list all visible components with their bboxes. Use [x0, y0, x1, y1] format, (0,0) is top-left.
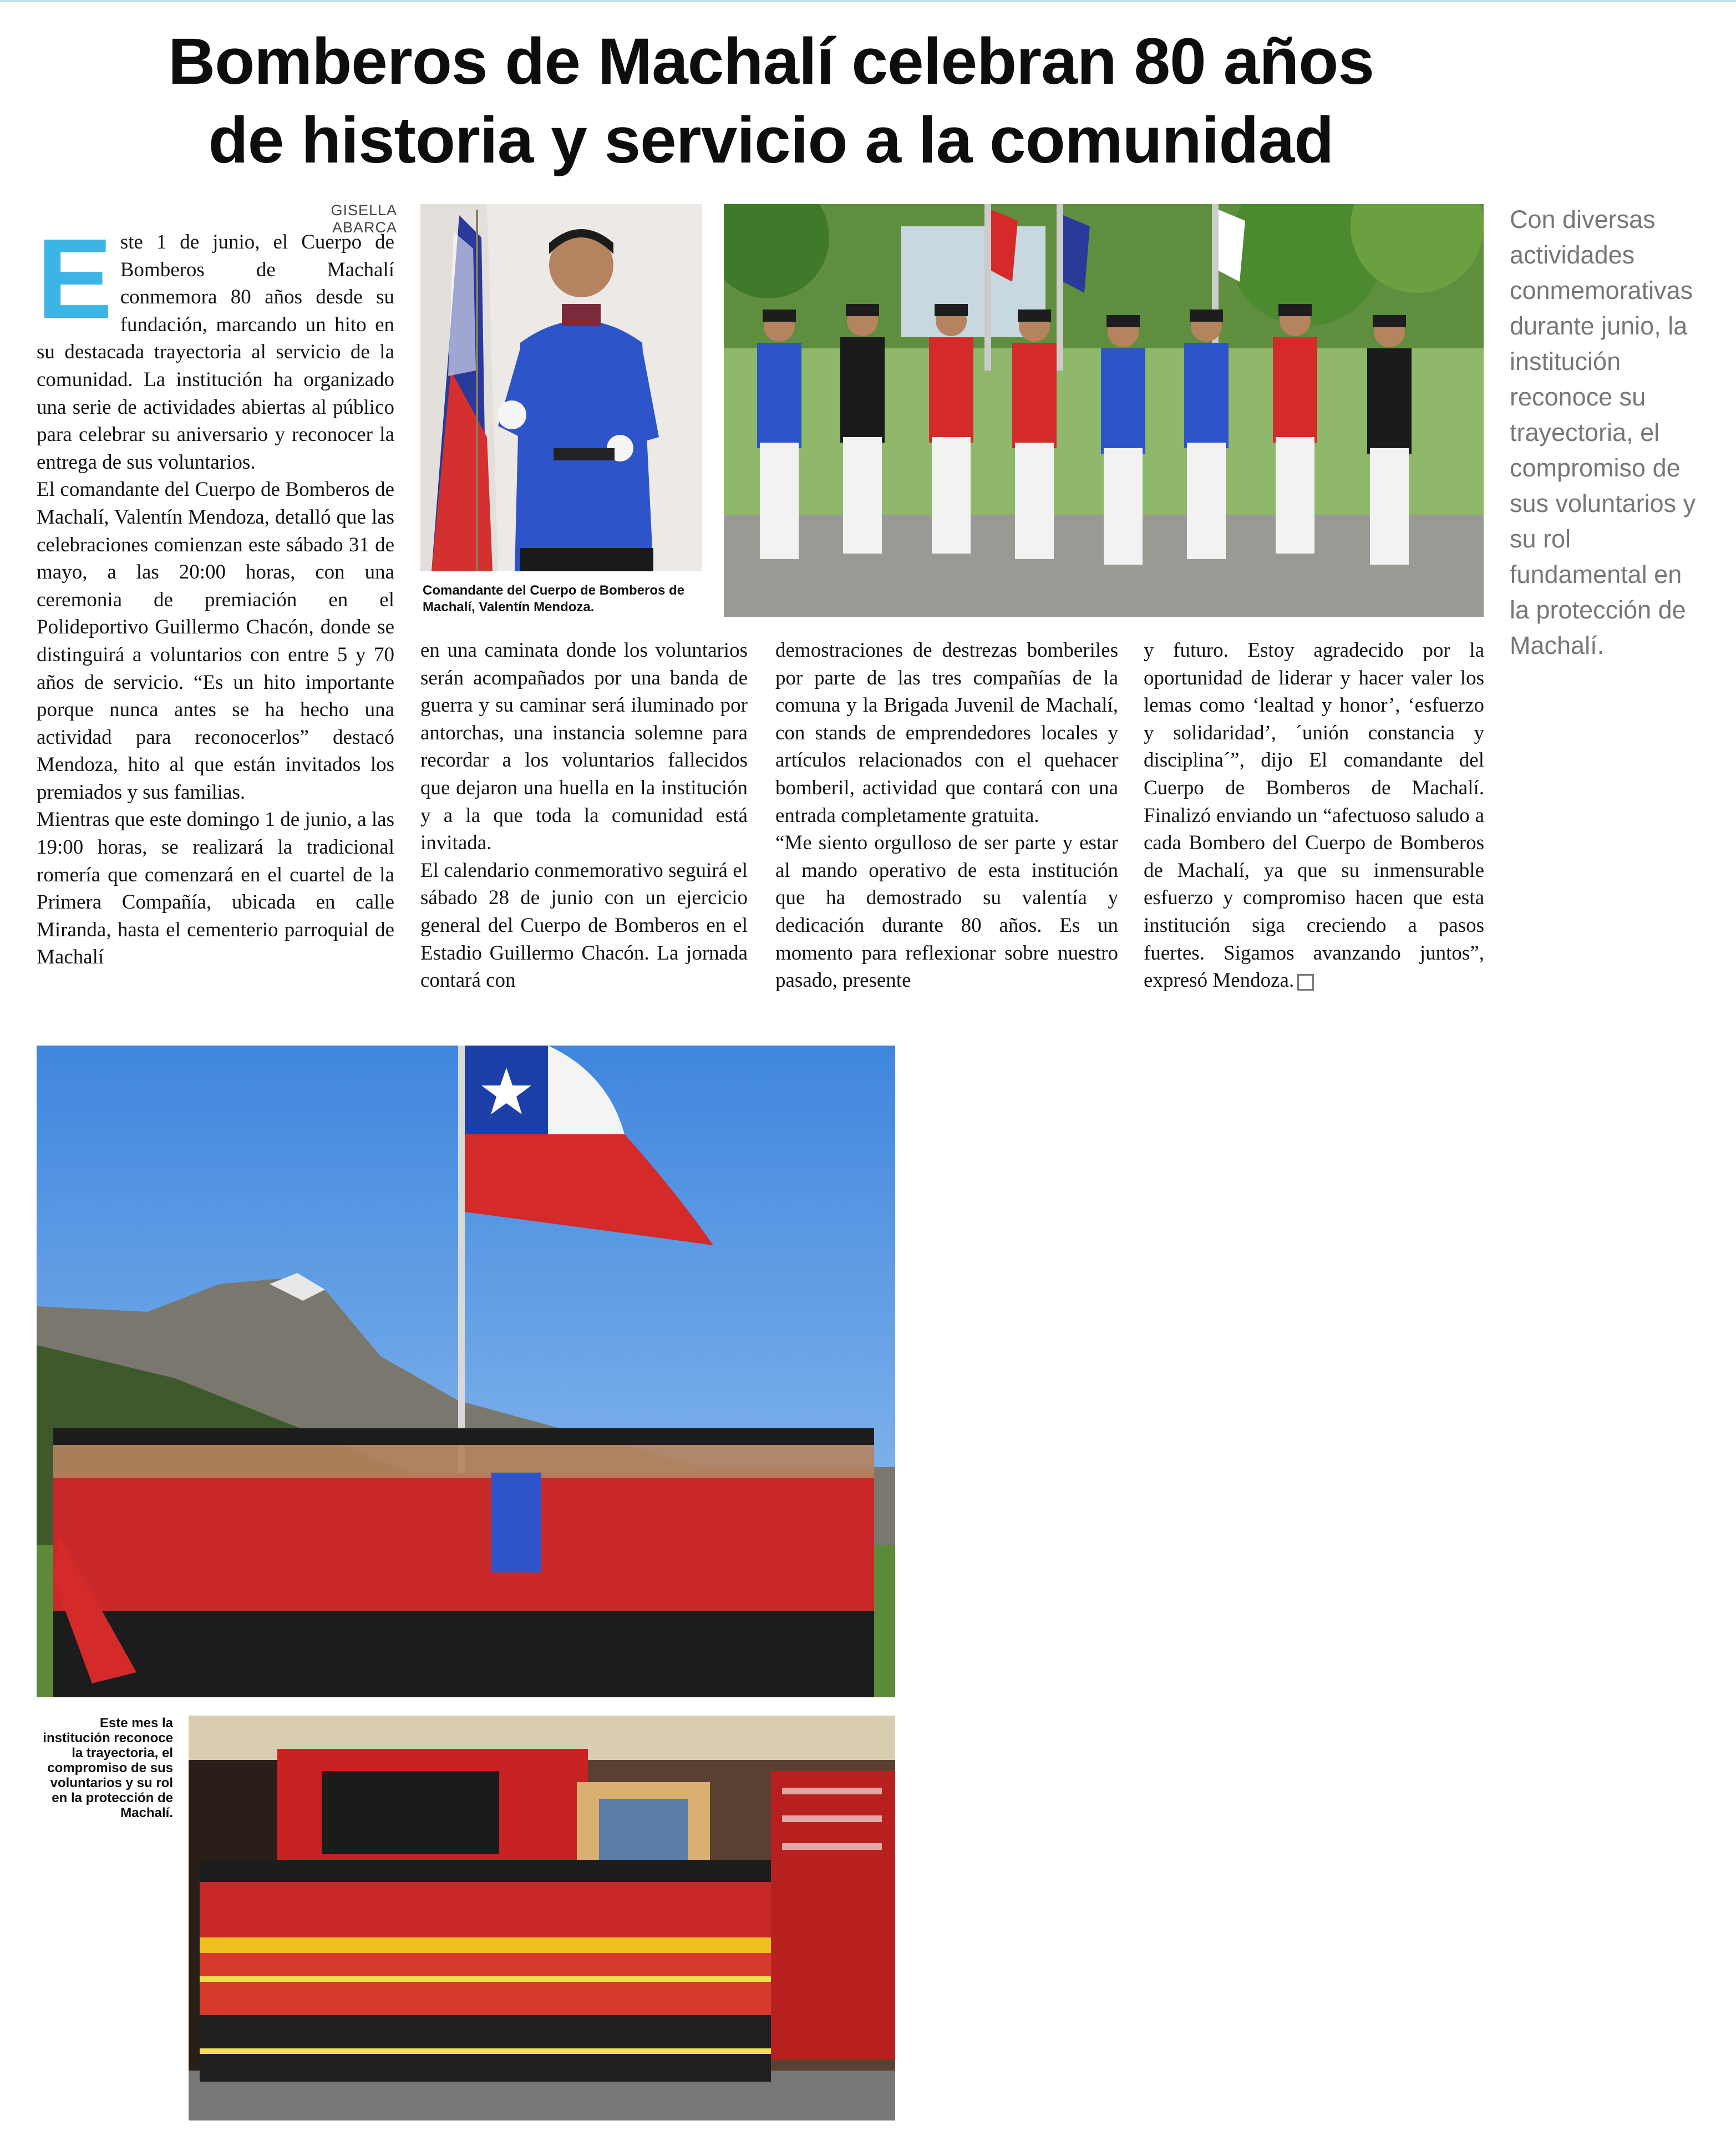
paragraph: en una caminata donde los voluntarios serán acompañados por una banda de guerra y su caminar será iluminado por antorchas, una instancia solemne para recordar a los voluntarios fallecidos que dejaron una huella en la institución y a la que toda la comunidad está invitada. — [420, 639, 748, 855]
firefighter-group — [53, 1428, 874, 1697]
paragraph-text: y futuro. Estoy agradecido por la oportunidad de liderar y hacer valer los lemas como ‘lealtad y honor’, ‘esfuerzo y solidaridad’, ´unión constancia y disciplina´”, dijo El comandante del Cuerpo de Bomberos de Machalí. Finalizó enviando un “afectuoso saludo a cada Bombero del Cuerpo de Bomberos de Machalí, ya que su inmensurable esfuerzo y compromiso hacen que esta institución siga creciendo a pasos fuertes. Sigamos avanzando juntos”, expresó Mendoza. — [1144, 639, 1484, 992]
headline-line-1: Bomberos de Machalí celebran 80 años — [167, 25, 1374, 98]
paragraph: “Me siento orgulloso de ser parte y estar al mando operativo de esta institución que ha demostrado su valentía y dedicación durante 80 años. Es un momento para reflexionar sobre nuestro pasado, presente — [775, 831, 1118, 992]
parade-photo — [724, 204, 1484, 617]
article-column-3 — [775, 637, 1118, 995]
sidebar-summary: Con diversas actividades conmemorativas durante junio, la institución reconoce su trayectoria, el compromiso de sus voluntarios y su rol fundamental en la protección de Machalí. — [1510, 205, 1696, 659]
top-rule — [0, 0, 1736, 2]
headline-line-2: de historia y servicio a la comunidad — [208, 104, 1334, 177]
headline — [33, 22, 1509, 180]
article-column-2 — [420, 637, 748, 995]
commander-photo — [420, 204, 702, 571]
paragraph: El calendario conmemorativo seguirá el sábado 28 de junio con un ejercicio general del Cuerpo de Bomberos en el Estadio Guillermo Chacón. La jornada contará con — [420, 859, 748, 992]
firefighter-group — [200, 1860, 771, 2082]
paragraph: El comandante del Cuerpo de Bomberos de Machalí, Valentín Mendoza, detalló que las celebraciones comienzan este sábado 31 de mayo, a las 20:00 horas, con una ceremonia de premiación en el Polideportivo Guillermo Chacón, donde se distinguirá a voluntarios con entre 5 y 70 años de servicio. “Es un hito importante porque nunca antes se ha hecho una actividad para reconocerlos” destacó Mendoza, hito al que están invitados los premiados y sus familias. — [37, 478, 394, 804]
paragraph: Mientras que este domingo 1 de junio, a las 19:00 horas, se realizará la tradicional romería que comenzará en el cuartel de la Primera Compañía, ubicada en calle Miranda, hasta el cementerio parroquial de Machalí — [37, 808, 394, 969]
drop-cap: E — [37, 215, 113, 342]
paragraph: demostraciones de destrezas bomberiles por parte de las tres compañías de la comuna y la Brigada Juvenil de Machalí, con stands de emprendedores locales y artículos relacionados con el quehacer bomberil, actividad que contará con una entrada completamente gratuita. — [775, 639, 1118, 827]
station-photo-caption: Este mes la institución reconoce la trayectoria, el compromiso de sus voluntarios y su rol en la protección de Machalí. — [43, 1716, 173, 1820]
commander-photo-caption: Comandante del Cuerpo de Bomberos de Machalí, Valentín Mendoza. — [423, 583, 685, 615]
byline: GISELLA ABARCA — [331, 202, 397, 236]
paragraph-text: ste 1 de junio, el Cuerpo de Bomberos de Machalí conmemora 80 años desde su fundación, marcando un hito en su destacada trayectoria al servicio de la comunidad. La institución ha organizado una serie de actividades abiertas al público para celebrar su aniversario y reconocer la entrega de sus voluntarios. — [37, 231, 394, 474]
end-mark-icon — [1297, 974, 1314, 991]
paragraph — [1144, 637, 1484, 995]
article-column-4 — [1144, 637, 1484, 995]
fire-station-photo — [189, 1716, 895, 2120]
flag-group-photo — [37, 1046, 895, 1697]
